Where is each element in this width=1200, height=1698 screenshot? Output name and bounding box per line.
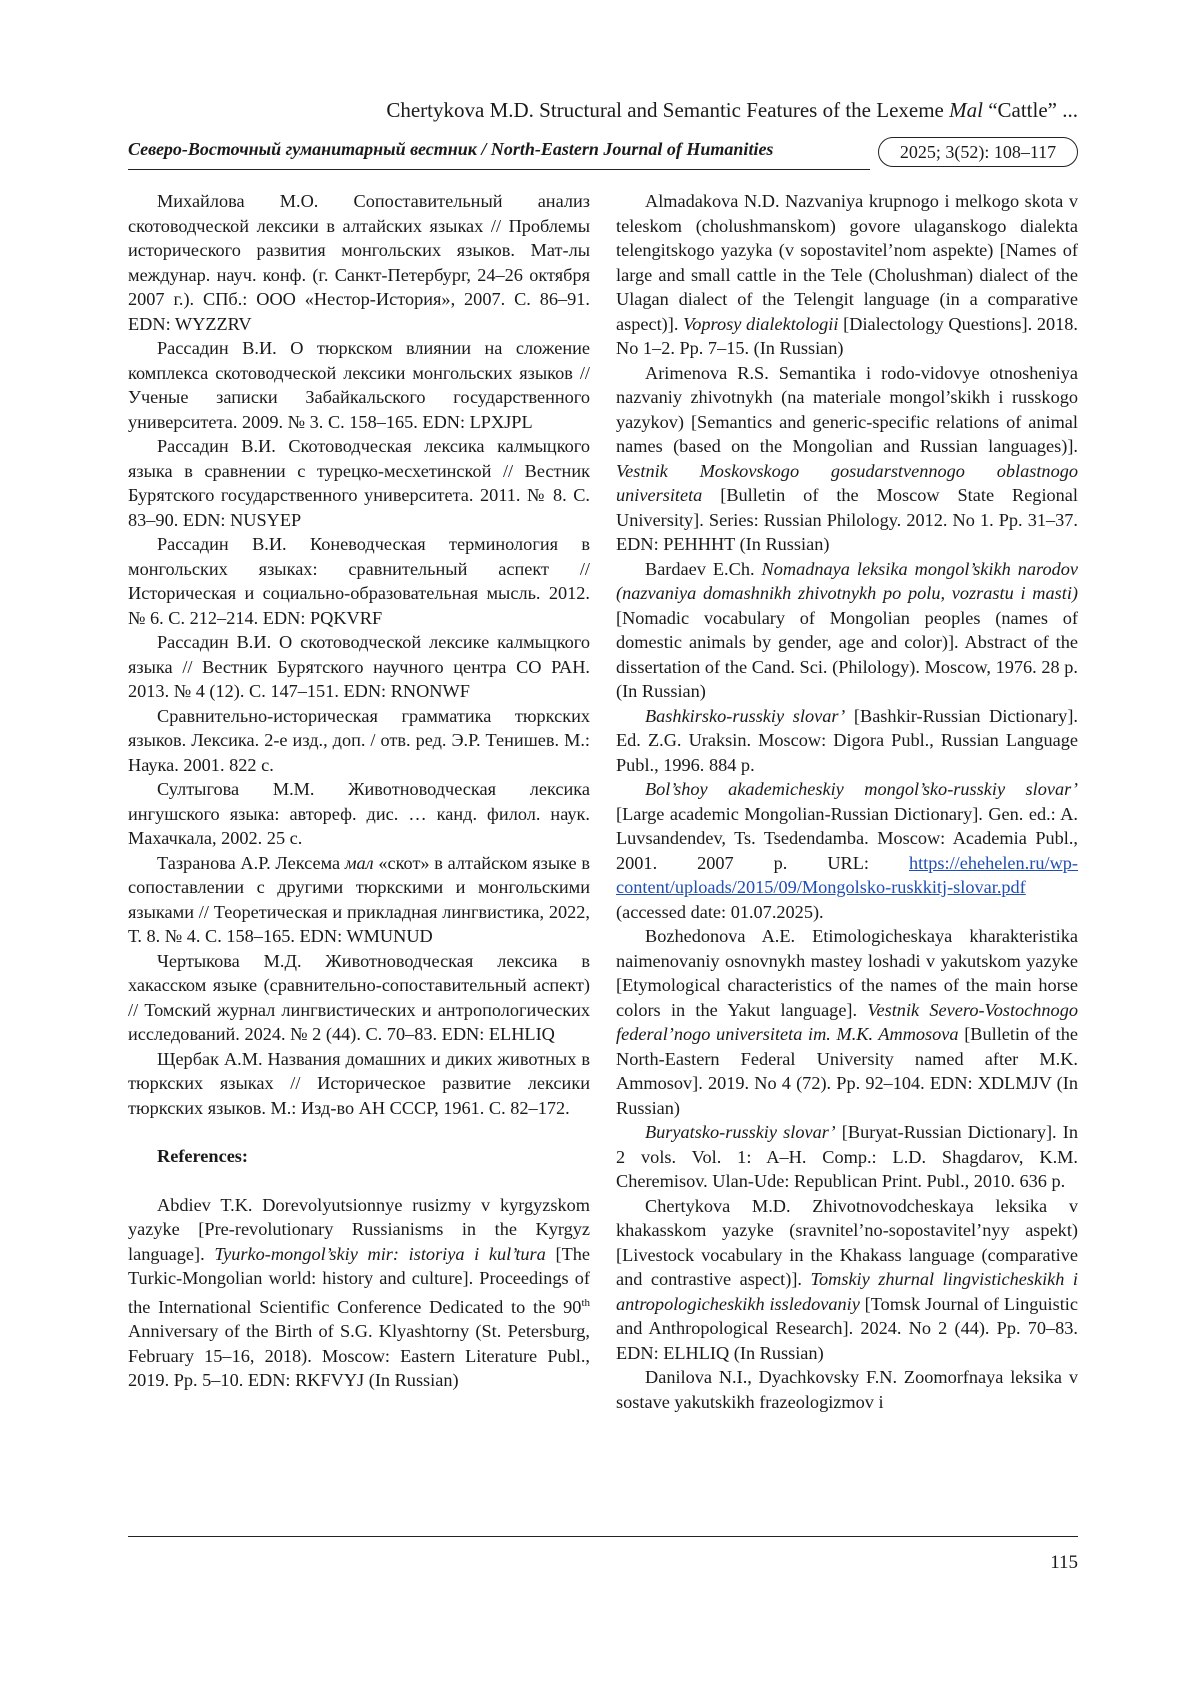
footer-divider <box>128 1536 1078 1537</box>
header-divider <box>128 169 870 170</box>
reference-item: Bashkirsko-russkiy slovar’ [Bashkir-Russian Dictionary]. Ed. Z.G. Uraksin. Moscow: Digora Publ., Russian Language Publ., 1996. 884 p. <box>616 705 1078 775</box>
reference-item: Михайлова М.О. Сопоставительный анализ скотоводческой лексики в алтайских языках // Проблемы исторического развития монгольских языков. Мат-лы междунар. науч. конф. (г. Санкт-Петербург, 24–26 октября 2007 г.). СПб.: ООО «Нестор-История», 2007. С. 86–91. EDN: WYZZRV <box>128 191 590 334</box>
reference-item: Тазранова А.Р. Лексема мал «скот» в алтайском языке в сопоставлении с другими тюркскими и монгольскими языками // Теоретическая и прикладная лингвистика, 2022, Т. 8. № 4. С. 158–165. EDN: WMUNUD <box>128 852 590 946</box>
reference-item: Buryatsko-russkiy slovar’ [Buryat-Russian Dictionary]. In 2 vols. Vol. 1: A–H. Comp.: L.D. Shagdarov, K.M. Cheremisov. Ulan-Ude: Republican Print. Publ., 2010. 636 p. <box>616 1122 1079 1191</box>
issue-badge: 2025; 3(52): 108–117 <box>878 137 1078 167</box>
reference-item: Рассадин В.И. Коневодческая терминология в монгольских языках: сравнительный аспект // Историческая и социально-образовательная мысль. 2012. № 6. С. 212–214. EDN: PQKVRF <box>128 534 590 628</box>
reference-item: Рассадин В.И. О тюркском влиянии на сложение комплекса скотоводческой лексики монгольских языков // Ученые записки Забайкальского государственного университета. 2009. № 3. С. 158–165. EDN: LPXJPL <box>128 338 590 432</box>
running-title: Chertykova M.D. Structural and Semantic Features of the Lexeme Mal “Cattle” ... <box>386 98 1078 122</box>
reference-item: Danilova N.I., Dyachkovsky F.N. Zoomorfnaya leksika v sostave yakutskikh frazeologizmov i <box>616 1367 1078 1412</box>
left-column <box>128 189 590 1393</box>
reference-item: Bol’shoy akademicheskiy mongol’sko-russkiy slovar’ [Large academic Mongolian-Russian Dictionary]. Gen. ed.: A. Luvsandendev, Ts. Tsedendamba. Moscow: Academia Publ., 2001. 2007 p. URL: https://ehehelen.ru/wp-content/uploads/2015/09/Mongolsko-ruskkitj-slovar.pdf (accessed date: 01.07.2025). <box>616 779 1078 922</box>
reference-item: Сравнительно-историческая грамматика тюркских языков. Лексика. 2-е изд., доп. / отв. ред. Э.Р. Тенишев. М.: Наука. 2001. 822 с. <box>128 705 590 775</box>
reference-item: Щербак А.М. Названия домашних и диких животных в тюркских языках // Историческое развитие лексики тюркских языков. М.: Изд-во АН СССР, 1961. С. 82–172. <box>128 1048 590 1118</box>
reference-item: Chertykova M.D. Zhivotnovodcheskaya leksika v khakasskom yazyke (sravnitel’no-sopostavitel’nyy aspekt) [Livestock vocabulary in the Khakass language (comparative and contrastive aspect)]. Tomskiy zhurnal lingvisticheskikh i antropologicheskikh issledovaniy [Tomsk Journal of Linguistic and Anthropological Research]. 2024. No 2 (44). Pp. 70–83. EDN: ELHLIQ (In Russian) <box>616 1195 1079 1363</box>
reference-item: Bozhedonova A.E. Etimologicheskaya kharakteristika naimenovaniy osnovnykh mastey loshadi v yakutskom yazyke [Etymological characteristics of the names of the main horse colors in the Yakut language]. Vestnik Severo-Vostochnogo federal’nogo universiteta im. M.K. Ammosova [Bulletin of the North-Eastern Federal University named after M.K. Ammosov]. 2019. No 4 (72). Pp. 92–104. EDN: XDLMJV (In Russian) <box>616 926 1078 1118</box>
right-column <box>616 189 1078 1414</box>
page-number: 115 <box>1050 1552 1078 1573</box>
dictionary-url-link[interactable]: https://ehehelen.ru/wp-content/uploads/2015/09/Mongolsko-ruskkitj-slovar.pdf <box>616 852 1078 897</box>
reference-item: Bardaev E.Ch. Nomadnaya leksika mongol’skikh narodov (nazvaniya domashnikh zhivotnykh po polu, vozrastu i masti) [Nomadic vocabulary of Mongolian peoples (names of domestic animals by gender, age and color)]. Abstract of the dissertation of the Cand. Sci. (Philology). Moscow, 1976. 28 p. (In Russian) <box>616 558 1078 701</box>
reference-item: Arimenova R.S. Semantika i rodo-vidovye otnosheniya nazvaniy zhivotnykh (na materiale mongol’skikh i russkogo yazykov) [Semantics and generic-specific relations of animal names (based on the Mongolian and Russian languages)]. Vestnik Moskovskogo gosudarstvennogo oblastnogo universiteta [Bulletin of the Moscow State Regional University]. Series: Russian Philology. 2012. No 1. Pp. 31–37. EDN: PEHHHT (In Russian) <box>616 362 1078 554</box>
reference-item: Султыгова М.М. Животноводческая лексика ингушского языка: автореф. дис. … канд. филол. наук. Махачкала, 2002. 25 с. <box>128 779 590 848</box>
reference-item: Рассадин В.И. О скотоводческой лексике калмыцкого языка // Вестник Бурятского научного центра СО РАН. 2013. № 4 (12). С. 147–151. EDN: RNONWF <box>128 632 590 701</box>
reference-item: Рассадин В.И. Скотоводческая лексика калмыцкого языка в сравнении с турецко-месхетинской // Вестник Бурятского государственного университета. 2011. № 8. С. 83–90. EDN: NUSYEP <box>128 436 590 530</box>
reference-item: Abdiev T.K. Dorevolyutsionnye rusizmy v kyrgyzskom yazyke [Pre-revolutionary Russianisms in the Kyrgyz language]. Tyurko-mongol’skiy mir: istoriya i kul’tura [The Turkic-Mongolian world: history and culture]. Proceedings of the International Scientific Conference Dedicated to the 90th Anniversary of the Birth of S.G. Klyashtorny (St. Petersburg, February 15–16, 2018). Moscow: Eastern Literature Publ., 2019. Pp. 5–10. EDN: RKFVYJ (In Russian) <box>128 1194 590 1391</box>
reference-item: Чертыкова М.Д. Животноводческая лексика в хакасском языке (сравнительно-сопоставительный аспект) // Томский журнал лингвистических и антропологических исследований. 2024. № 2 (44). С. 70–83. EDN: ELHLIQ <box>128 950 590 1044</box>
references-heading: References: <box>157 1146 249 1166</box>
journal-title: Северо-Восточный гуманитарный вестник / North-Eastern Journal of Humanities <box>128 139 774 159</box>
reference-item: Almadakova N.D. Nazvaniya krupnogo i melkogo skota v teleskom (cholushmanskom) govore ulaganskogo dialekta telengitskogo yazyka (v sopostavitel’nom aspekte) [Names of large and small cattle in the Tele (Cholushman) dialect of the Ulagan dialect of the Telengit language (in a comparative aspect)]. Voprosy dialektologii [Dialectology Questions]. 2018. No 1–2. Pp. 7–15. (In Russian) <box>616 191 1079 358</box>
